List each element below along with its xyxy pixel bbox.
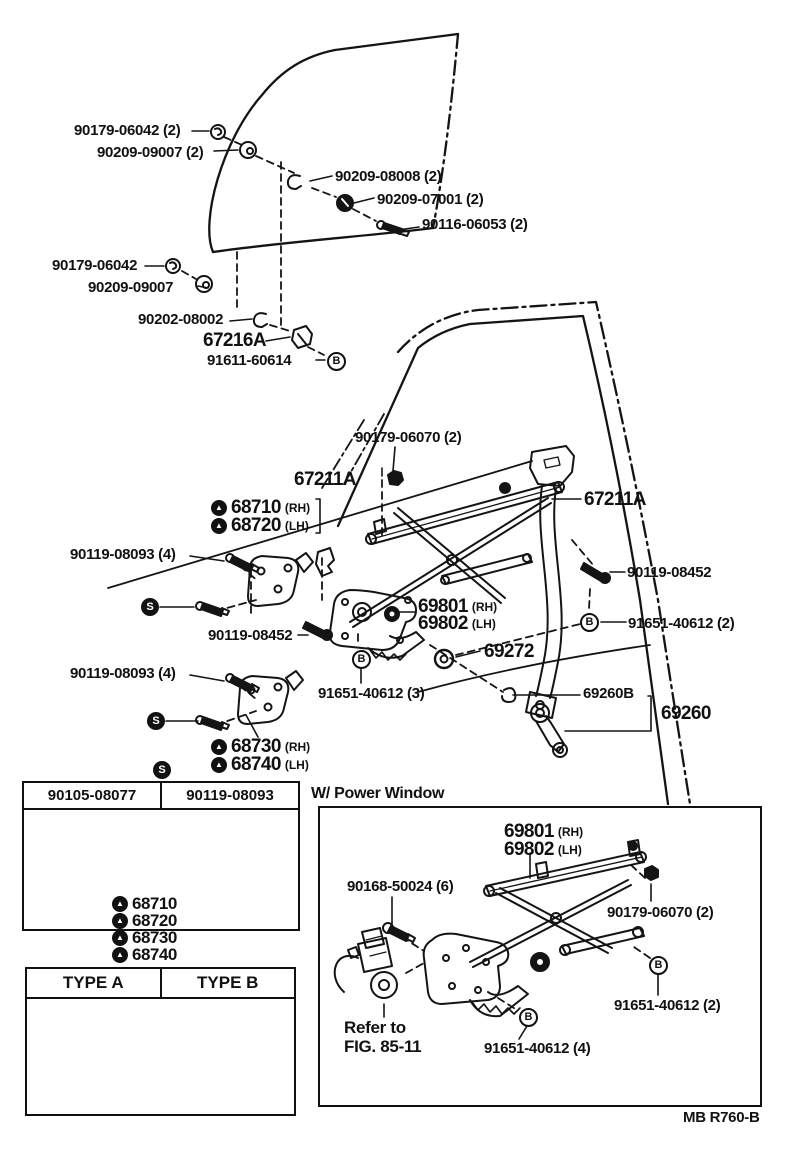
marker-b-right: B	[580, 613, 599, 632]
callout-90209-09007-2: 90209-09007 (2)	[97, 144, 204, 161]
callout-68740: ▲ 68740 (LH)	[211, 754, 309, 776]
figure-code: MB R760-B	[683, 1109, 760, 1126]
list-item: ▲ 68720	[112, 911, 177, 931]
marker-s-table: S	[153, 761, 171, 779]
marker-b-pw-left: B	[519, 1008, 538, 1027]
callout-91611-60614: 91611-60614	[207, 352, 292, 369]
power-window-title: W/ Power Window	[311, 785, 445, 802]
pw-callout-69801: 69801 (RH)	[504, 821, 584, 842]
callout-90202-08002: 90202-08002	[138, 311, 224, 328]
bolt-table-col1-header: 90105-08077	[24, 783, 162, 808]
triangle-marker-icon: ▲	[211, 757, 227, 773]
bolt-table-col2-header: 90119-08093	[186, 787, 274, 804]
callout-90119-08093-low: 90119-08093 (4)	[70, 665, 176, 682]
marker-s-upper: S	[141, 598, 159, 616]
run-channel-67211a	[526, 446, 574, 718]
callout-69260b: 69260B	[583, 685, 634, 702]
callout-90119-08093-up: 90119-08093 (4)	[70, 546, 176, 563]
crank-handle-drawing	[502, 688, 567, 757]
list-item: ▲ 68710	[112, 894, 177, 914]
triangle-marker-icon: ▲	[112, 930, 128, 946]
triangle-marker-icon: ▲	[211, 739, 227, 755]
callout-68710: ▲ 68710 (RH)	[211, 497, 310, 519]
marker-b-pw-right: B	[649, 956, 668, 975]
callout-90209-09007: 90209-09007	[88, 279, 174, 296]
pw-callout-69802: 69802 (LH)	[504, 839, 582, 860]
pw-callout-91651-40612-2: 91651-40612 (2)	[614, 997, 721, 1014]
door-check-bracket	[316, 548, 334, 576]
lower-hinge-drawing	[238, 671, 303, 724]
list-item: ▲ 68740	[112, 945, 177, 965]
callout-90119-08452-left: 90119-08452	[208, 627, 293, 644]
pw-callout-90168-50024: 90168-50024 (6)	[347, 878, 454, 895]
callout-69260: 69260	[661, 703, 711, 724]
callout-90209-07001: 90209-07001 (2)	[377, 191, 484, 208]
pw-refer-note-line1: Refer to	[344, 1018, 406, 1037]
door-glass-outline	[108, 302, 690, 804]
callout-69801: 69801 (RH)	[418, 596, 498, 617]
callout-67211a-right: 67211A	[584, 489, 646, 510]
triangle-marker-icon: ▲	[112, 947, 128, 963]
callout-67216a: 67216A	[203, 330, 266, 351]
callout-91651-40612-2: 91651-40612 (2)	[628, 615, 735, 632]
marker-s-lower: S	[147, 712, 165, 730]
callout-69272: 69272	[484, 641, 534, 662]
callout-91651-40612-3: 91651-40612 (3)	[318, 685, 425, 702]
callout-90119-08452-right: 90119-08452	[627, 564, 712, 581]
marker-b-91611: B	[327, 352, 346, 371]
callout-90116-06053: 90116-06053 (2)	[422, 216, 528, 233]
callout-90209-08008: 90209-08008 (2)	[335, 168, 442, 185]
callout-69802: 69802 (LH)	[418, 613, 496, 634]
pw-callout-91651-40612-4: 91651-40612 (4)	[484, 1040, 591, 1057]
type-table	[25, 967, 296, 1116]
triangle-marker-icon: ▲	[211, 500, 227, 516]
pw-refer-note-line2: FIG. 85-11	[344, 1037, 422, 1056]
callout-68730: ▲ 68730 (RH)	[211, 736, 310, 758]
triangle-marker-icon: ▲	[112, 896, 128, 912]
triangle-marker-icon: ▲	[211, 518, 227, 534]
type-b-header: TYPE B	[197, 973, 259, 992]
triangle-marker-icon: ▲	[112, 913, 128, 929]
pw-callout-90179-06070: 90179-06070 (2)	[607, 904, 714, 921]
marker-b-center: B	[352, 650, 371, 669]
callout-90179-06042: 90179-06042	[52, 257, 138, 274]
callout-90179-06070: 90179-06070 (2)	[355, 429, 462, 446]
list-item: ▲ 68730	[112, 928, 177, 948]
upper-hinge-drawing	[248, 553, 313, 606]
callout-67211a-left: 67211A	[294, 469, 356, 490]
type-a-header: TYPE A	[27, 969, 162, 997]
callout-90179-06042-2: 90179-06042 (2)	[74, 122, 181, 139]
callout-68720: ▲ 68720 (LH)	[211, 515, 309, 537]
